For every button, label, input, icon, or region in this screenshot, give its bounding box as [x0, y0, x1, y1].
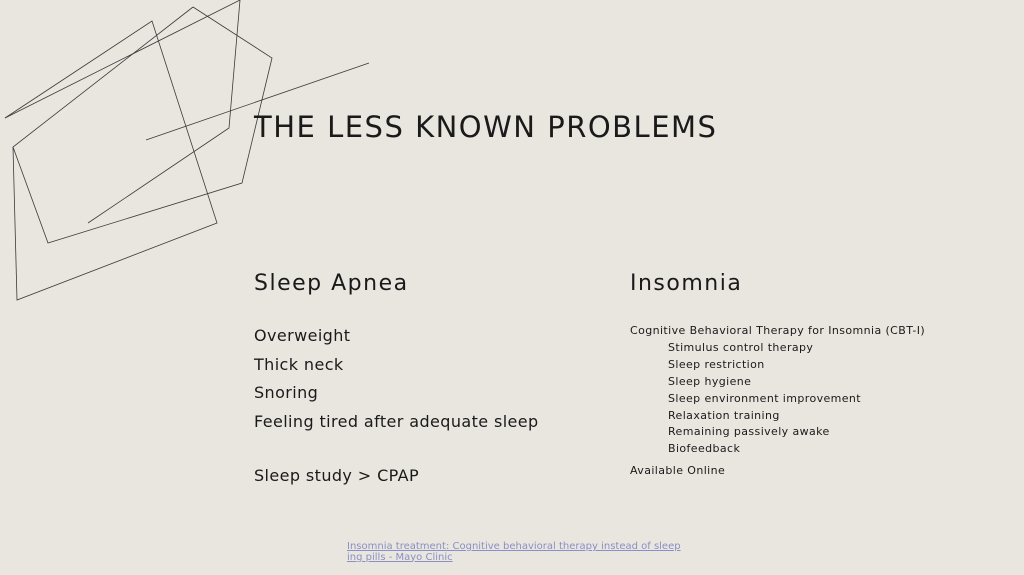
sleep-apnea-item: Overweight	[254, 326, 351, 345]
cbt-item: Stimulus control therapy	[668, 341, 814, 354]
sleep-apnea-heading: Sleep Apnea	[254, 271, 409, 296]
cbt-item: Relaxation training	[668, 408, 780, 422]
source-link[interactable]: Insomnia treatment: Cognitive behavioral therapy instead of sleeping pills - Mayo Clinic	[347, 541, 681, 563]
sleep-apnea-item: Thick neck	[254, 354, 344, 374]
cbt-item: Sleep restriction	[668, 357, 765, 371]
sleep-apnea-item: Snoring	[254, 383, 319, 403]
available-online-text: Available Online	[630, 464, 726, 477]
deco-long-line	[5, 0, 240, 118]
cbt-item: Sleep environment improvement	[668, 391, 862, 405]
insomnia-heading: Insomnia	[630, 271, 743, 296]
cbt-item: Biofeedback	[668, 442, 741, 456]
sleep-apnea-list	[254, 322, 539, 437]
deco-square-line	[5, 21, 217, 300]
cbt-heading: Cognitive Behavioral Therapy for Insomnia (CBT-I)	[630, 324, 926, 337]
sleep-apnea-footer: Sleep study > CPAP	[254, 466, 420, 485]
decorative-line-art	[0, 0, 380, 310]
deco-pentagon-line	[13, 7, 272, 243]
cbt-item: Sleep hygiene	[668, 374, 752, 388]
deco-zigzag-line	[88, 0, 240, 223]
cbt-list	[668, 340, 861, 458]
slide-title: THE LESS KNOWN PROBLEMS	[254, 110, 718, 144]
cbt-item: Remaining passively awake	[668, 425, 830, 439]
sleep-apnea-item: Feeling tired after adequate sleep	[254, 412, 539, 432]
